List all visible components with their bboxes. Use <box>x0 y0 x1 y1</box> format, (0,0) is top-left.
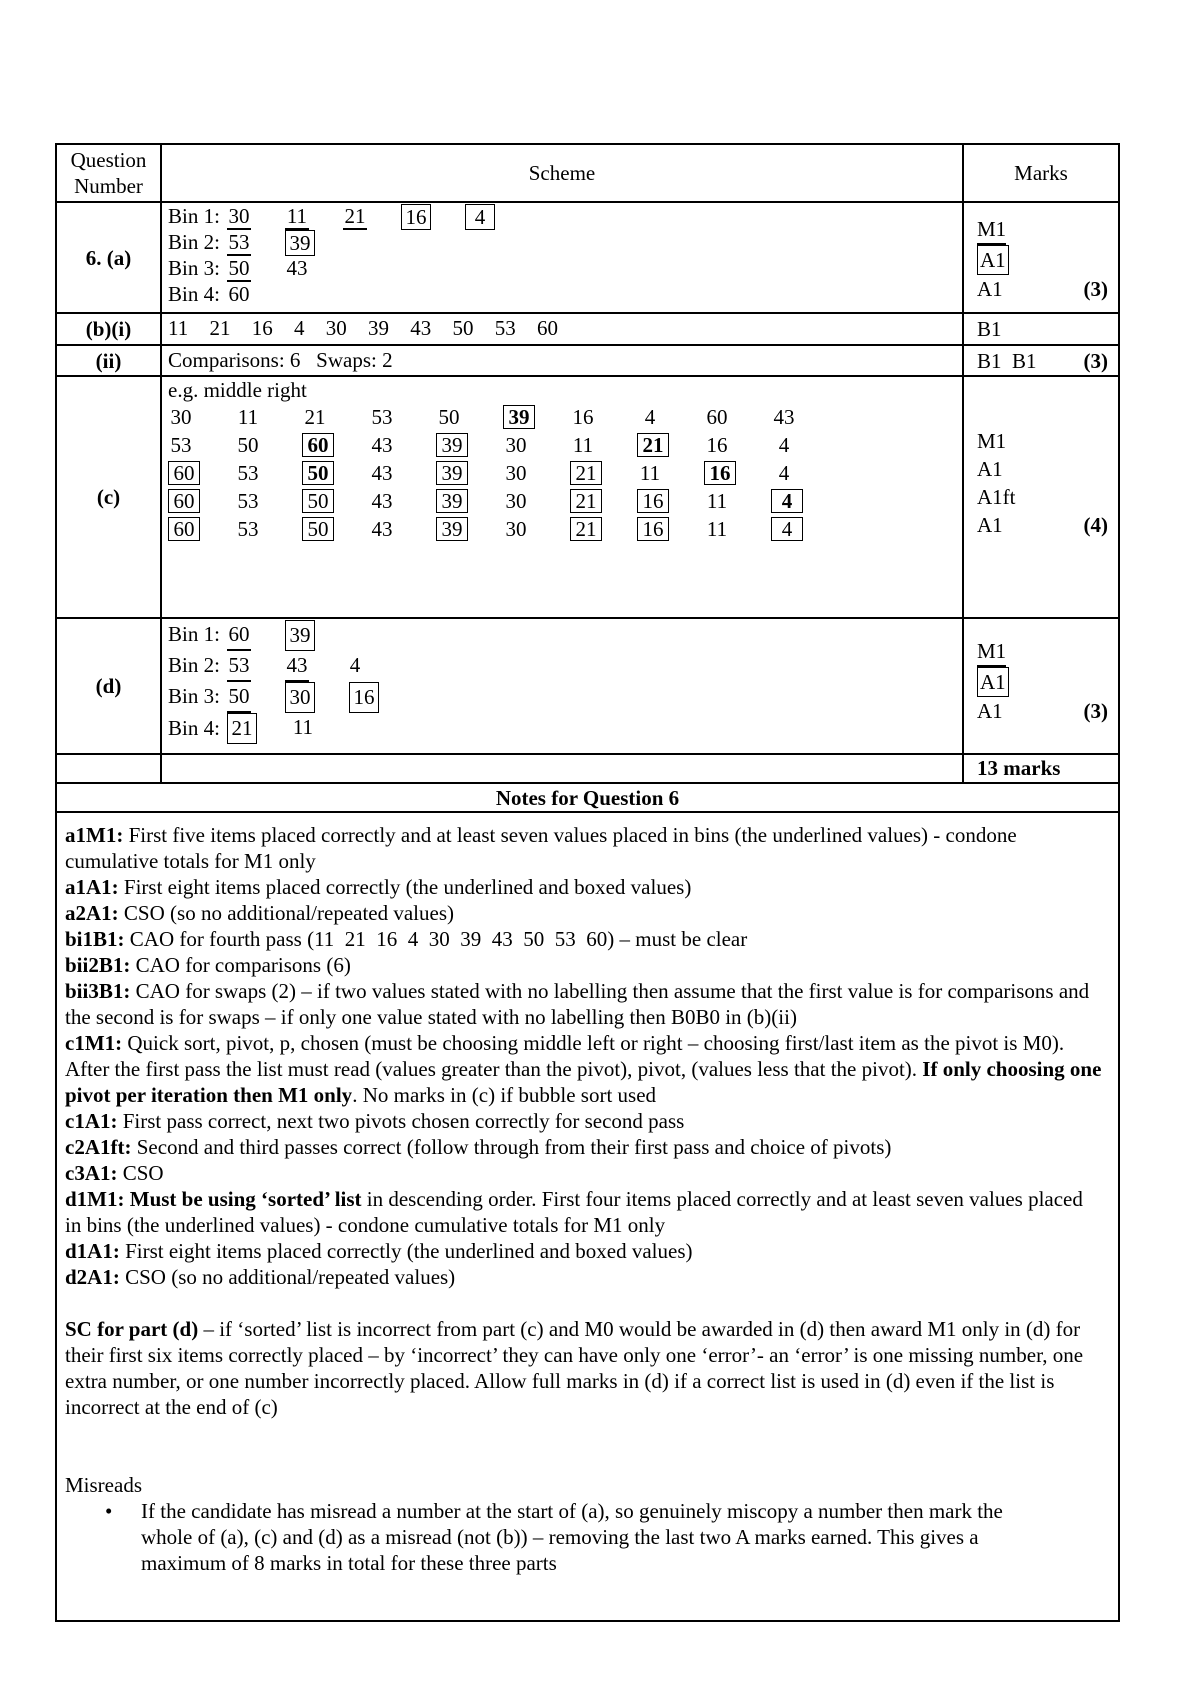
notes-title: Notes for Question 6 <box>56 783 1119 812</box>
grid-value: 11 <box>237 405 259 429</box>
total-row-question-cell <box>56 754 161 783</box>
bin-values <box>227 682 379 713</box>
notes-paragraph <box>65 1108 1102 1134</box>
grid-value: 16 <box>706 433 728 457</box>
grid-cell <box>771 404 838 430</box>
note-label: a2A1: <box>65 901 119 925</box>
bin-line <box>168 620 956 651</box>
part-c-scheme <box>161 376 963 618</box>
grid-value: 50 <box>302 461 334 485</box>
grid-cell <box>369 488 436 514</box>
grid-cell <box>235 516 302 542</box>
mark-line <box>977 511 1108 539</box>
grid-value: 43 <box>371 461 393 485</box>
bin-values <box>227 230 315 256</box>
grid-cell <box>503 432 570 458</box>
note-text: CAO for swaps (2) – if two values stated with no labelling then assume that the first value is for comparisons and the second is for swaps – if only one value stated with no labelling then B0B0 in (b)(ii) <box>65 979 1090 1029</box>
bin-value: 43 <box>286 256 308 280</box>
grid-cell <box>168 432 235 458</box>
bin-label: Bin 3: <box>168 684 220 708</box>
notes-paragraph <box>65 874 1102 900</box>
grid-value: 11 <box>639 461 661 485</box>
part-bii-marks <box>963 345 1119 376</box>
part-bi-label: (b)(i) <box>56 313 161 345</box>
bin-values <box>227 651 367 682</box>
grid-cell <box>637 460 704 486</box>
mark-line <box>977 637 1108 667</box>
grid-value: 50 <box>237 433 259 457</box>
mark-code: M1 <box>977 429 1007 453</box>
note-label: c2A1ft: <box>65 1135 132 1159</box>
part-bii-label: (ii) <box>56 345 161 376</box>
sorted-sequence: 11 21 16 4 30 39 43 50 53 60 <box>168 316 558 340</box>
note-text: . No marks in (c) if bubble sort used <box>352 1083 657 1107</box>
grid-value: 50 <box>438 405 460 429</box>
notes-paragraph <box>65 1134 1102 1160</box>
bin-value: 11 <box>286 204 308 228</box>
mark-code: A1 <box>977 457 1003 481</box>
grid-cell <box>235 460 302 486</box>
grid-cell <box>570 488 637 514</box>
grid-cell <box>168 516 235 542</box>
grid-value: 60 <box>168 517 200 541</box>
grid-value: 16 <box>572 405 594 429</box>
total-row-scheme-cell <box>161 754 963 783</box>
bin-line <box>168 204 956 230</box>
bin-value: 11 <box>292 715 314 739</box>
grid-value: 11 <box>572 433 594 457</box>
mark-code: A1 <box>977 245 1009 275</box>
grid-value: 39 <box>436 461 468 485</box>
grid-value: 39 <box>436 517 468 541</box>
bin-value: 30 <box>285 682 315 713</box>
grid-cell <box>570 404 637 430</box>
mark-code: A1 <box>977 699 1003 723</box>
note-text: First pass correct, next two pivots chosen correctly for second pass <box>117 1109 685 1133</box>
mark-code: A1 <box>977 277 1003 301</box>
grid-value: 53 <box>237 461 259 485</box>
note-label: c3A1: <box>65 1161 118 1185</box>
grid-cell <box>168 488 235 514</box>
grid-value: 60 <box>168 461 200 485</box>
grid-value: 60 <box>302 433 334 457</box>
header-marks: Marks <box>963 144 1119 202</box>
grid-cell <box>637 516 704 542</box>
note-text: CSO <box>117 1161 164 1185</box>
grid-cell <box>436 404 503 430</box>
grid-cell <box>570 460 637 486</box>
mark-code: B1 <box>977 317 1002 341</box>
notes-paragraph <box>65 1186 1102 1238</box>
grid-value: 4 <box>778 461 790 485</box>
grid-value: 16 <box>704 461 736 485</box>
notes-paragraph <box>65 822 1102 874</box>
bin-value: 39 <box>285 230 315 256</box>
bin-value: 39 <box>285 620 315 651</box>
bin-value: 21 <box>344 204 366 228</box>
header-scheme: Scheme <box>161 144 963 202</box>
grid-cell <box>436 488 503 514</box>
note-label: bi1B1: <box>65 927 125 951</box>
note-label: a1A1: <box>65 875 119 899</box>
part-bi-scheme <box>161 313 963 345</box>
note-label: SC for part (d) <box>65 1317 199 1341</box>
grid-cell <box>369 404 436 430</box>
note-text: Misreads <box>65 1473 142 1497</box>
row-part-bi <box>56 313 1119 345</box>
bin-value: 16 <box>349 682 379 713</box>
part-d-scheme <box>161 618 963 754</box>
grid-cell <box>168 404 235 430</box>
note-label: d2A1: <box>65 1265 120 1289</box>
grid-cell <box>235 404 302 430</box>
grid-value: 16 <box>637 517 669 541</box>
bin-label: Bin 4: <box>168 716 220 740</box>
part-a-marks <box>963 202 1119 313</box>
grid-cell <box>771 460 838 486</box>
part-a-label: 6. (a) <box>56 202 161 313</box>
mark-code: A1 <box>977 513 1003 537</box>
row-notes-title <box>56 783 1119 812</box>
mark-line <box>977 455 1108 483</box>
note-label: d1M1: Must be using ‘sorted’ list <box>65 1187 362 1211</box>
notes-paragraph <box>65 1160 1102 1186</box>
grid-value: 11 <box>706 517 728 541</box>
grid-value: 53 <box>237 517 259 541</box>
bin-line <box>168 682 956 713</box>
notes-paragraph <box>65 1030 1102 1108</box>
grid-value: 21 <box>570 461 602 485</box>
row-part-a <box>56 202 1119 313</box>
bin-label: Bin 1: <box>168 204 220 228</box>
bin-value: 60 <box>227 620 251 651</box>
mark-code: M1 <box>977 637 1006 667</box>
total-marks: 13 marks <box>963 754 1119 783</box>
grid-value: 53 <box>170 433 192 457</box>
grid-value: 30 <box>505 433 527 457</box>
grid-value: 39 <box>436 433 468 457</box>
bin-values <box>227 713 315 744</box>
grid-value: 43 <box>371 517 393 541</box>
note-text: CAO for fourth pass (11 21 16 4 30 39 43 50 53 60) – must be clear <box>124 927 748 951</box>
bin-value: 53 <box>227 651 251 682</box>
mark-code: B1 B1 <box>977 349 1037 373</box>
note-label: d1A1: <box>65 1239 120 1263</box>
grid-value: 4 <box>778 433 790 457</box>
quicksort-pass-grid <box>168 403 956 543</box>
notes-body <box>56 812 1119 1621</box>
bin-value: 50 <box>228 256 250 280</box>
grid-cell <box>503 460 570 486</box>
part-d-marks <box>963 618 1119 754</box>
note-text: CSO (so no additional/repeated values) <box>118 901 455 925</box>
bin-value: 50 <box>227 682 251 713</box>
grid-value: 39 <box>436 489 468 513</box>
grid-value: 21 <box>304 405 326 429</box>
grid-cell <box>704 460 771 486</box>
mark-line <box>977 215 1108 245</box>
mark-line <box>977 697 1108 725</box>
notes-paragraph <box>65 900 1102 926</box>
note-label: c1A1: <box>65 1109 118 1133</box>
note-label: a1M1: <box>65 823 124 847</box>
bin-value: 30 <box>228 204 250 228</box>
grid-cell <box>168 460 235 486</box>
bin-values <box>227 204 495 230</box>
grid-cell <box>302 432 369 458</box>
grid-cell <box>436 432 503 458</box>
grid-value: 21 <box>570 489 602 513</box>
grid-value: 30 <box>505 461 527 485</box>
part-d-label: (d) <box>56 618 161 754</box>
bin-line <box>168 256 956 282</box>
bin-value: 4 <box>465 204 495 230</box>
grid-value: 50 <box>302 489 334 513</box>
row-part-bii <box>56 345 1119 376</box>
row-part-d <box>56 618 1119 754</box>
grid-value: 21 <box>570 517 602 541</box>
grid-cell <box>302 460 369 486</box>
grid-value: 43 <box>371 489 393 513</box>
part-d-bins <box>168 620 956 744</box>
grid-cell <box>235 488 302 514</box>
row-part-c <box>56 376 1119 618</box>
bin-label: Bin 4: <box>168 282 220 306</box>
grid-value: 21 <box>637 433 669 457</box>
bin-line <box>168 282 956 306</box>
grid-cell <box>637 432 704 458</box>
grid-cell <box>771 516 838 542</box>
grid-value: 50 <box>302 517 334 541</box>
mark-line <box>977 245 1108 275</box>
grid-value: 30 <box>170 405 192 429</box>
grid-value: 53 <box>237 489 259 513</box>
note-text: – if ‘sorted’ list is incorrect from part (c) and M0 would be awarded in (d) then award M1 only in (d) for their first six items correctly placed – by ‘incorrect’ they can have only one ‘error’- an ‘error’ is one missing number, one extra number, or one number incorrectly placed. Allow full marks in (d) if a correct list is used in (d) even if the list is incorrect at the end of (c) <box>65 1317 1084 1419</box>
notes-paragraph <box>65 1264 1102 1290</box>
part-bi-marks <box>963 313 1119 345</box>
part-c-marks <box>963 376 1119 618</box>
grid-value: 60 <box>168 489 200 513</box>
grid-cell <box>503 516 570 542</box>
grid-value: 16 <box>637 489 669 513</box>
notes-bullet-item <box>65 1498 1102 1576</box>
mark-line <box>977 315 1108 343</box>
grid-cell <box>704 404 771 430</box>
grid-value: 43 <box>773 405 795 429</box>
grid-cell <box>503 488 570 514</box>
grid-cell <box>436 516 503 542</box>
grid-cell <box>302 488 369 514</box>
bin-value: 60 <box>228 282 250 306</box>
table-header-row <box>56 144 1119 202</box>
grid-cell <box>704 432 771 458</box>
grid-cell <box>369 432 436 458</box>
grid-value: 4 <box>771 489 803 513</box>
notes-paragraph <box>65 926 1102 952</box>
note-label: c1M1: <box>65 1031 123 1055</box>
grid-value: 39 <box>503 405 535 429</box>
grid-value: 4 <box>644 405 656 429</box>
mark-line <box>977 483 1108 511</box>
bin-label: Bin 3: <box>168 256 220 280</box>
bin-values <box>227 282 251 306</box>
part-c-label: (c) <box>56 376 161 618</box>
header-question-number: Question Number <box>56 144 161 202</box>
grid-value: 43 <box>371 433 393 457</box>
part-total: (4) <box>1083 513 1108 537</box>
grid-cell <box>235 432 302 458</box>
grid-value: 60 <box>706 405 728 429</box>
bin-value: 21 <box>227 713 257 744</box>
note-text: First eight items placed correctly (the underlined and boxed values) <box>118 875 692 899</box>
mark-scheme-table <box>55 143 1120 1622</box>
blank-line <box>65 1290 1102 1316</box>
bin-label: Bin 1: <box>168 622 220 646</box>
mark-line <box>977 427 1108 455</box>
grid-value: 11 <box>706 489 728 513</box>
grid-cell <box>570 516 637 542</box>
part-total: (3) <box>1083 349 1108 373</box>
grid-value: 4 <box>771 517 803 541</box>
note-text: CAO for comparisons (6) <box>130 953 351 977</box>
grid-value: 53 <box>371 405 393 429</box>
note-label: bii2B1: <box>65 953 131 977</box>
bin-label: Bin 2: <box>168 653 220 677</box>
grid-cell <box>704 516 771 542</box>
note-label: If only choosing one pivot per iteration then M1 only <box>65 1057 1102 1107</box>
bin-value: 43 <box>285 651 309 682</box>
note-text: First eight items placed correctly (the underlined and boxed values) <box>119 1239 693 1263</box>
bin-value: 16 <box>401 204 431 230</box>
bin-value: 53 <box>228 230 250 254</box>
mark-code: A1 <box>977 667 1009 697</box>
grid-cell <box>637 488 704 514</box>
grid-cell <box>637 404 704 430</box>
bin-values <box>227 256 309 282</box>
note-text: If the candidate has misread a number at the start of (a), so genuinely miscopy a number then mark the whole of (a), (c) and (d) as a misread (not (b)) – removing the last two A marks earned. This gives a maximum of 8 marks in total for these three parts <box>141 1499 1003 1575</box>
bin-value: 4 <box>349 653 361 677</box>
notes-paragraph <box>65 978 1102 1030</box>
note-text: First five items placed correctly and at least seven values placed in bins (the underlined values) - condone cumulative totals for M1 only <box>65 823 1017 873</box>
part-total: (3) <box>1083 699 1108 723</box>
blank-line <box>65 1420 1102 1446</box>
bin-line <box>168 713 956 744</box>
part-a-bins <box>168 204 956 306</box>
row-total <box>56 754 1119 783</box>
grid-cell <box>369 516 436 542</box>
notes-paragraph <box>65 952 1102 978</box>
part-a-scheme <box>161 202 963 313</box>
comparisons-swaps-text: Comparisons: 6 Swaps: 2 <box>168 348 393 372</box>
row-notes-body <box>56 812 1119 1621</box>
mark-line <box>977 667 1108 697</box>
bin-label: Bin 2: <box>168 230 220 254</box>
quicksort-pivot-choice: e.g. middle right <box>168 378 307 402</box>
bin-line <box>168 651 956 682</box>
bin-line <box>168 230 956 256</box>
grid-cell <box>771 488 838 514</box>
grid-cell <box>704 488 771 514</box>
grid-cell <box>570 432 637 458</box>
grid-cell <box>771 432 838 458</box>
grid-cell <box>302 516 369 542</box>
grid-cell <box>436 460 503 486</box>
bullet-icon: • <box>105 1499 113 1523</box>
grid-cell <box>302 404 369 430</box>
mark-line <box>977 275 1108 303</box>
note-label: bii3B1: <box>65 979 131 1003</box>
grid-cell <box>369 460 436 486</box>
notes-paragraph <box>65 1472 1102 1498</box>
note-text: Quick sort, pivot, p, chosen (must be choosing middle left or right – choosing first/last item as the pivot is M0). After the first pass the list must read (values greater than the pivot), pivot, (values less that the pivot). <box>65 1031 1065 1081</box>
mark-line <box>977 347 1108 375</box>
note-text: Second and third passes correct (follow through from their first pass and choice of pivots) <box>131 1135 892 1159</box>
note-text: CSO (so no additional/repeated values) <box>119 1265 456 1289</box>
bin-values <box>227 620 315 651</box>
notes-paragraph <box>65 1316 1102 1420</box>
blank-line <box>65 1446 1102 1472</box>
part-total: (3) <box>1083 277 1108 301</box>
grid-value: 30 <box>505 517 527 541</box>
bullet-text <box>141 1498 1032 1576</box>
grid-value: 30 <box>505 489 527 513</box>
notes-paragraph <box>65 1238 1102 1264</box>
grid-cell <box>503 404 570 430</box>
mark-code: A1ft <box>977 485 1016 509</box>
mark-code: M1 <box>977 215 1006 245</box>
part-bii-scheme <box>161 345 963 376</box>
note-text: in descending order. First four items placed correctly and at least seven values placed in bins (the underlined values) - condone cumulative totals for M1 only <box>65 1187 1083 1237</box>
